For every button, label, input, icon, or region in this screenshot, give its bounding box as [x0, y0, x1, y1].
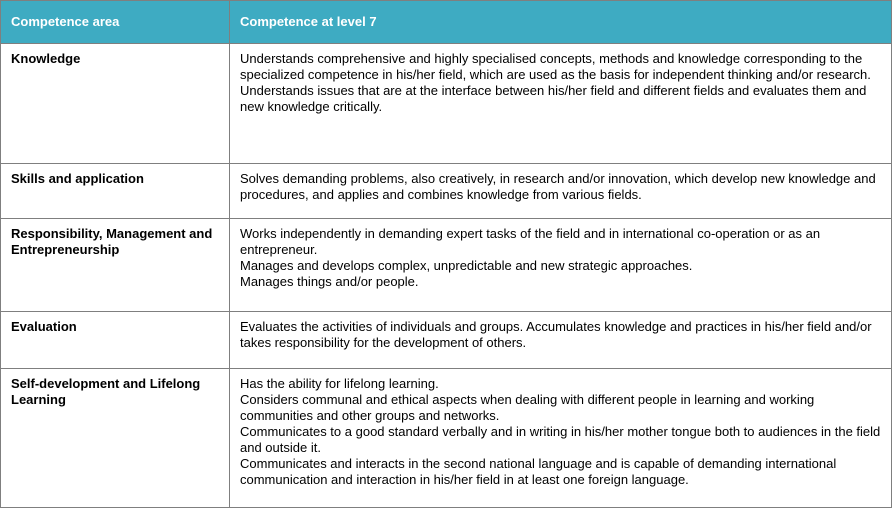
table-header-row: [1, 1, 891, 43]
detail-line: Communicates to a good standard verbally and in writing in his/her mother tongue both to audiences in the field and outside it.: [240, 424, 881, 455]
detail-line: Manages things and/or people.: [240, 274, 419, 289]
detail-line: Manages and develops complex, unpredictable and new strategic approaches.: [240, 258, 693, 273]
detail-line: Considers communal and ethical aspects when dealing with different people in learning and working communities and other groups and networks.: [240, 392, 815, 423]
detail-line: Has the ability for lifelong learning.: [240, 376, 439, 391]
table-row-knowledge: [1, 43, 891, 163]
row-label: Skills and application: [1, 164, 230, 218]
row-label: Knowledge: [1, 44, 230, 163]
table-row-skills-and-application: [1, 163, 891, 218]
row-details: [230, 219, 891, 311]
detail-line: Communicates and interacts in the second national language and is capable of demanding international communication and interaction in his/her field in at least one foreign language.: [240, 456, 837, 487]
header-competence-area: Competence area: [1, 1, 230, 43]
row-details: [230, 44, 891, 163]
row-details: [230, 369, 891, 507]
header-competence-level-7: Competence at level 7: [240, 14, 377, 29]
table-row-self-development-lifelong-learning: [1, 368, 891, 507]
detail-line: Evaluates the activities of individuals and groups. Accumulates knowledge and practices in his/her field and/or takes responsibility for the development of others.: [240, 319, 872, 350]
detail-line: Solves demanding problems, also creatively, in research and/or innovation, which develop new knowledge and procedures, and applies and combines knowledge from various fields.: [240, 171, 876, 202]
row-label: Evaluation: [1, 312, 230, 368]
row-label: Self-development and Lifelong Learning: [1, 369, 230, 507]
row-details: [230, 312, 891, 368]
row-details: [230, 164, 891, 218]
table-row-evaluation: [1, 311, 891, 368]
row-label: Responsibility, Management and Entrepreneurship: [1, 219, 230, 311]
detail-line: Works independently in demanding expert tasks of the field and in international co-operation or as an entrepreneur.: [240, 226, 821, 257]
table-row-responsibility-management-entrepreneurship: [1, 218, 891, 311]
detail-line: Understands issues that are at the interface between his/her field and different fields and evaluates them and new knowledge critically.: [240, 83, 867, 114]
detail-line: Understands comprehensive and highly specialised concepts, methods and knowledge corresponding to the specialized competence in his/her field, which are used as the basis for independent thinking and/or research.: [240, 51, 871, 82]
